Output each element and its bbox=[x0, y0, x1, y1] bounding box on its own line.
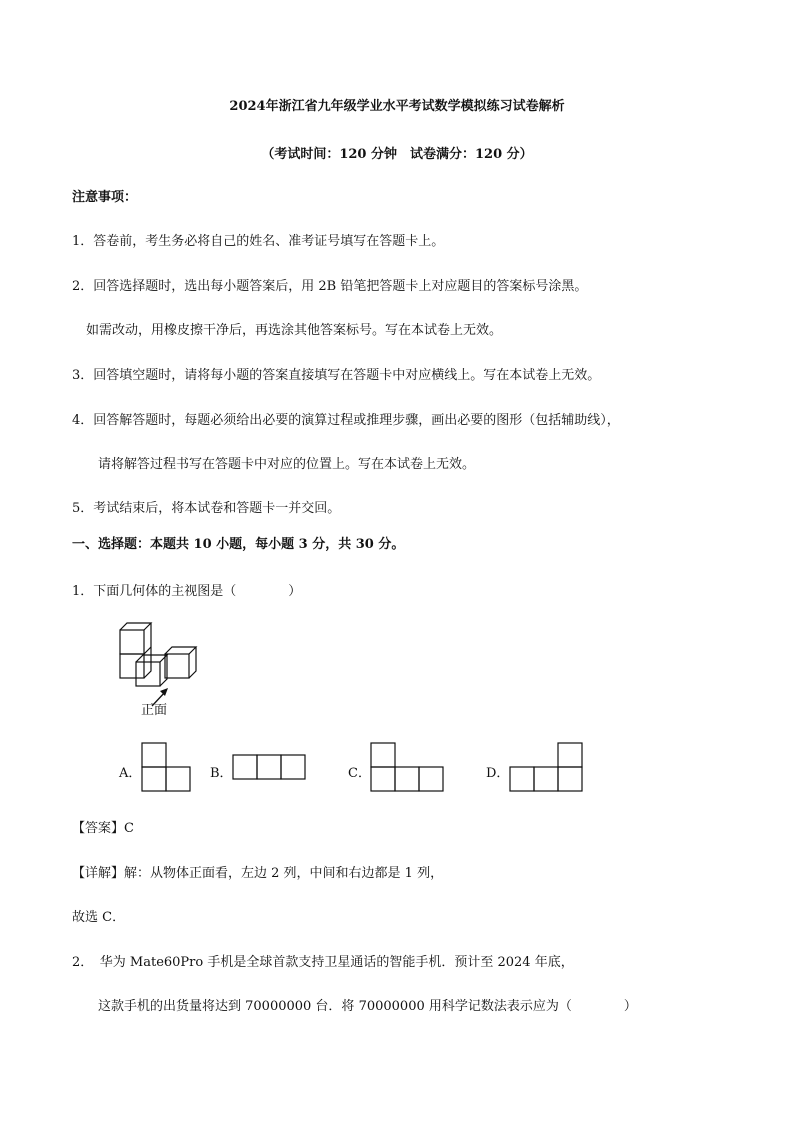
option-b-figure bbox=[232, 754, 308, 782]
note-item: 2．回答选择题时，选出每小题答案后，用 2B 铅笔把答题卡上对应题目的答案标号涂黑。 bbox=[72, 279, 588, 294]
question-1-answer: 【答案】C bbox=[72, 821, 134, 836]
question-1-detail: 【详解】解：从物体正面看，左边 2 列，中间和右边都是 1 列， bbox=[72, 866, 444, 881]
option-d-figure bbox=[509, 742, 585, 794]
note-item: 4．回答解答题时，每题必须给出必要的演算过程或推理步骤，画出必要的图形（包括辅助线）， bbox=[72, 413, 620, 428]
option-d-label: D． bbox=[486, 766, 510, 781]
notes-heading: 注意事项： bbox=[72, 190, 138, 205]
question-2-line2: 这款手机的出货量将达到 70000000 台．将 70000000 用科学记数法表示应为（ ） bbox=[98, 999, 637, 1014]
note-item: 3．回答填空题时，请将每小题的答案直接填写在答题卡中对应横线上。写在本试卷上无效。 bbox=[72, 368, 601, 383]
section-heading: 一、选择题：本题共 10 小题，每小题 3 分，共 30 分。 bbox=[72, 537, 405, 552]
option-a-figure bbox=[141, 742, 193, 794]
option-a-label: A． bbox=[119, 766, 142, 781]
option-c-figure bbox=[370, 742, 446, 794]
page-subtitle: （考试时间：120 分钟 试卷满分：120 分） bbox=[261, 147, 533, 162]
option-b-label: B． bbox=[210, 766, 233, 781]
page-title: 2024年浙江省九年级学业水平考试数学模拟练习试卷解析 bbox=[229, 99, 565, 114]
note-item: 1．答卷前，考生务必将自己的姓名、准考证号填写在答题卡上。 bbox=[72, 234, 445, 249]
option-c-label: C． bbox=[348, 766, 371, 781]
question-1-stem: 1．下面几何体的主视图是（ ） bbox=[72, 584, 302, 599]
figure-label: 正面 bbox=[141, 703, 168, 718]
question-1-conclusion: 故选 C． bbox=[72, 910, 126, 925]
note-item: 如需改动，用橡皮擦干净后，再选涂其他答案标号。写在本试卷上无效。 bbox=[86, 323, 503, 338]
note-item: 请将解答过程书写在答题卡中对应的位置上。写在本试卷上无效。 bbox=[98, 457, 476, 472]
question-2-line1: 2． 华为 Mate60Pro 手机是全球首款支持卫星通话的智能手机．预计至 2024 年底， bbox=[72, 955, 574, 970]
note-item: 5．考试结束后，将本试卷和答题卡一并交回。 bbox=[72, 501, 341, 516]
